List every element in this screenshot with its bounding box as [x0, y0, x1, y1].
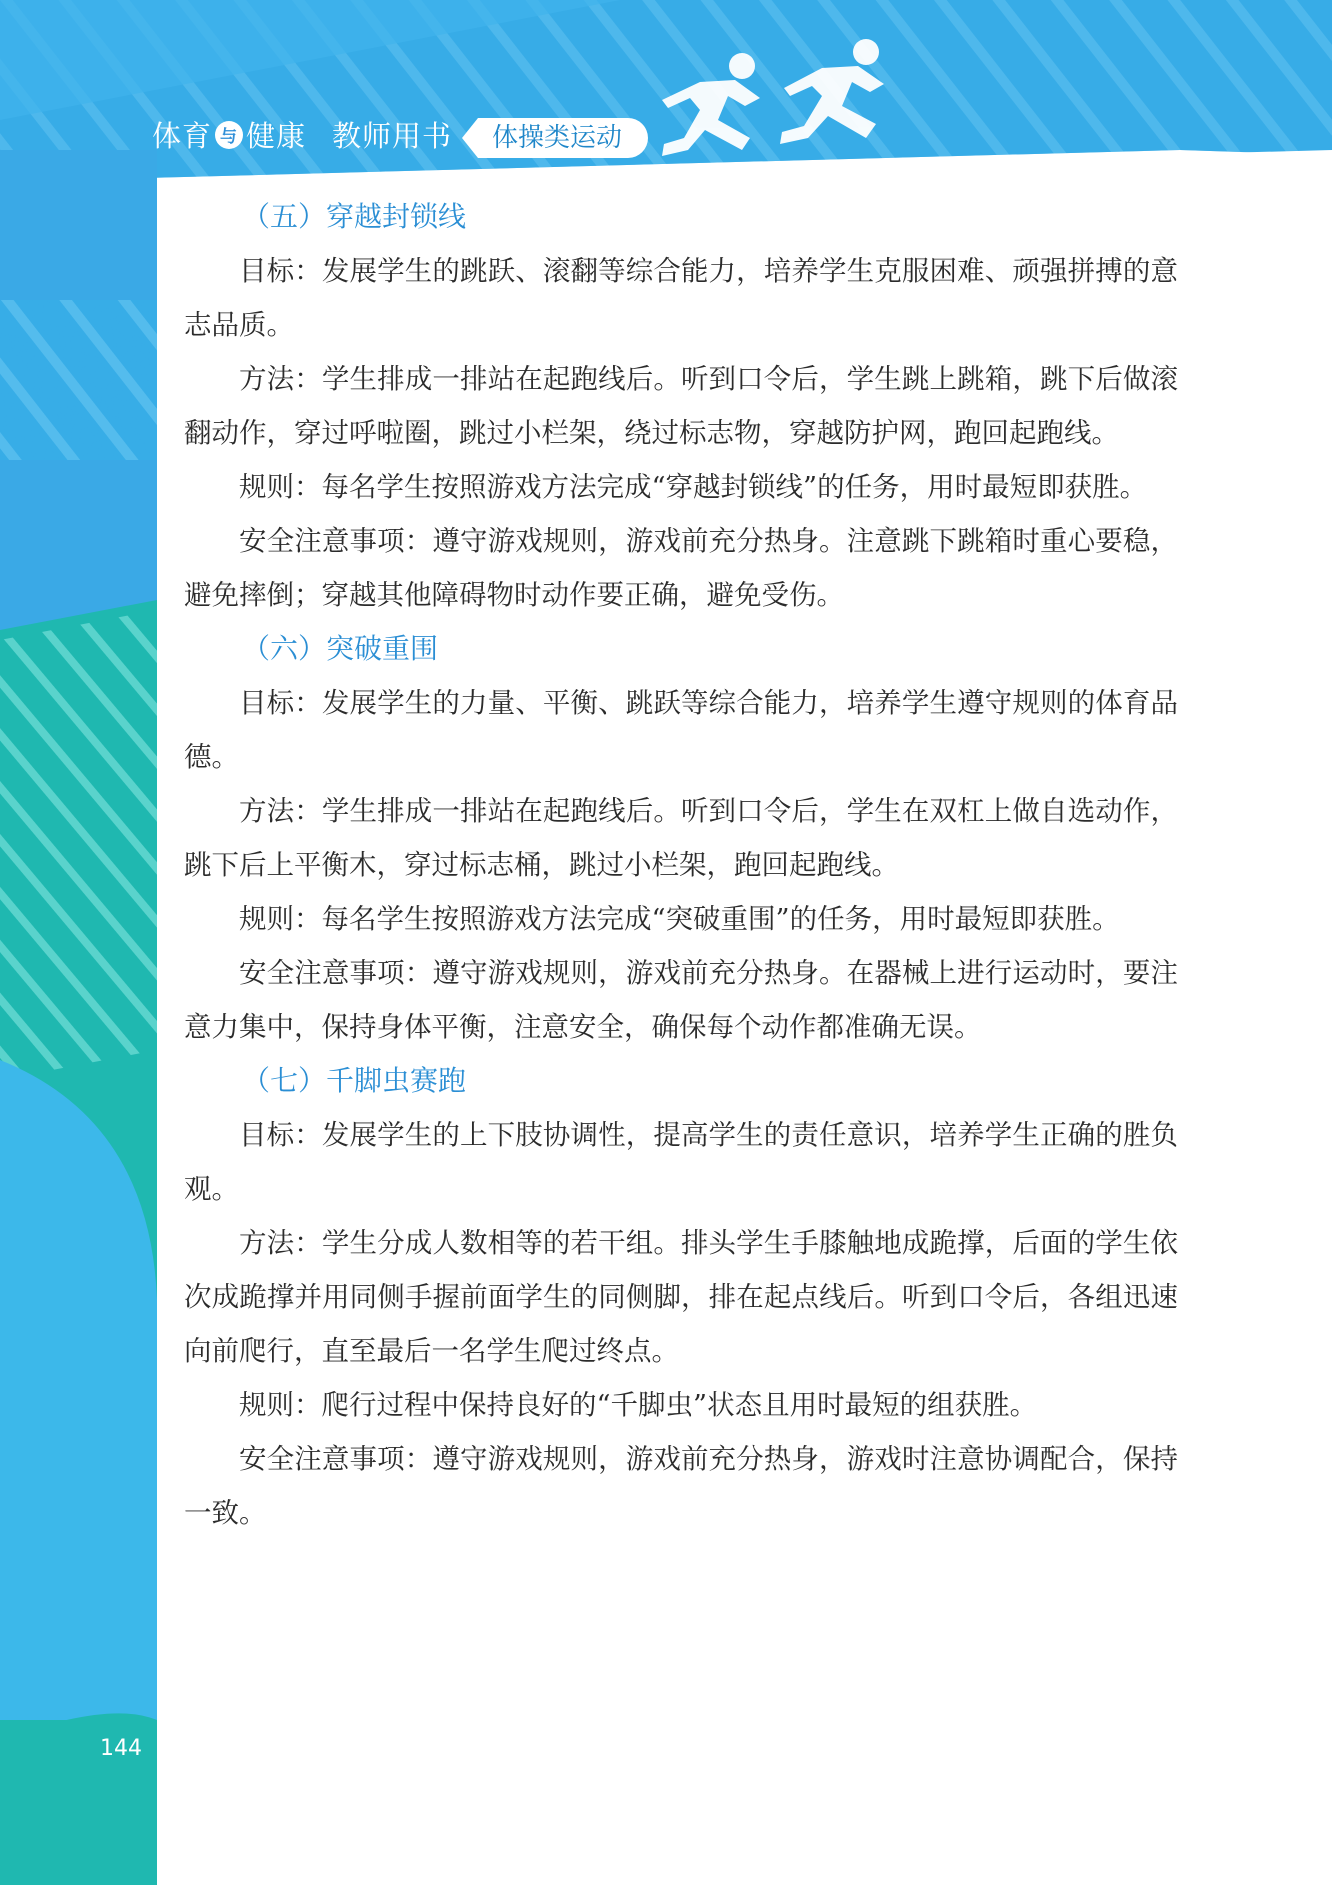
section-title: （七）千脚虫赛跑 [242, 1064, 467, 1097]
section-title: （六）突破重围 [242, 632, 439, 665]
paragraph: 安全注意事项：遵守游戏规则，游戏前充分热身，游戏时注意协调配合，保持一致。 [184, 1443, 1178, 1529]
book-title-part-2: 健康 [246, 119, 307, 153]
book-title-part-1: 体育 [152, 119, 213, 153]
paragraph: 方法：学生排成一排站在起跑线后。听到口令后，学生在双杠上做自选动作，跳下后上平衡木，穿过标志桶，跳过小栏架，跑回起跑线。 [184, 795, 1178, 881]
chapter-tag [462, 118, 648, 158]
section-title: （五）穿越封锁线 [242, 200, 467, 233]
book-title [152, 114, 452, 155]
paragraph: 目标：发展学生的跳跃、滚翻等综合能力，培养学生克服困难、顽强拼搏的意志品质。 [184, 255, 1178, 341]
paragraph: 安全注意事项：遵守游戏规则，游戏前充分热身。在器械上进行运动时，要注意力集中，保持身体平衡，注意安全，确保每个动作都准确无误。 [184, 957, 1178, 1043]
paragraph: 安全注意事项：遵守游戏规则，游戏前充分热身。注意跳下跳箱时重心要稳，避免摔倒；穿越其他障碍物时动作要正确，避免受伤。 [184, 525, 1178, 611]
paragraph: 规则：爬行过程中保持良好的“千脚虫”状态且用时最短的组获胜。 [239, 1389, 1038, 1421]
paragraph: 规则：每名学生按照游戏方法完成“穿越封锁线”的任务，用时最短即获胜。 [239, 471, 1148, 503]
book-title-badge: 与 [215, 121, 243, 149]
paragraph: 规则：每名学生按照游戏方法完成“突破重围”的任务，用时最短即获胜。 [239, 903, 1120, 935]
paragraph: 方法：学生排成一排站在起跑线后。听到口令后，学生跳上跳箱，跳下后做滚翻动作，穿过呼啦圈，跳过小栏架，绕过标志物，穿越防护网，跑回起跑线。 [184, 363, 1178, 449]
tag-arrow-icon [462, 118, 478, 158]
book-title-part-3: 教师用书 [332, 119, 453, 153]
paragraph: 方法：学生分成人数相等的若干组。排头学生手膝触地成跪撑，后面的学生依次成跪撑并用同侧手握前面学生的同侧脚，排在起点线后。听到口令后，各组迅速向前爬行，直至最后一名学生爬过终点。 [184, 1227, 1178, 1367]
page-number: 144 [100, 1736, 142, 1761]
paragraph: 目标：发展学生的上下肢协调性，提高学生的责任意识，培养学生正确的胜负观。 [184, 1119, 1178, 1205]
chapter-tag-label: 体操类运动 [478, 118, 648, 158]
page-content [184, 190, 1178, 1540]
paragraph: 目标：发展学生的力量、平衡、跳跃等综合能力，培养学生遵守规则的体育品德。 [184, 687, 1178, 773]
